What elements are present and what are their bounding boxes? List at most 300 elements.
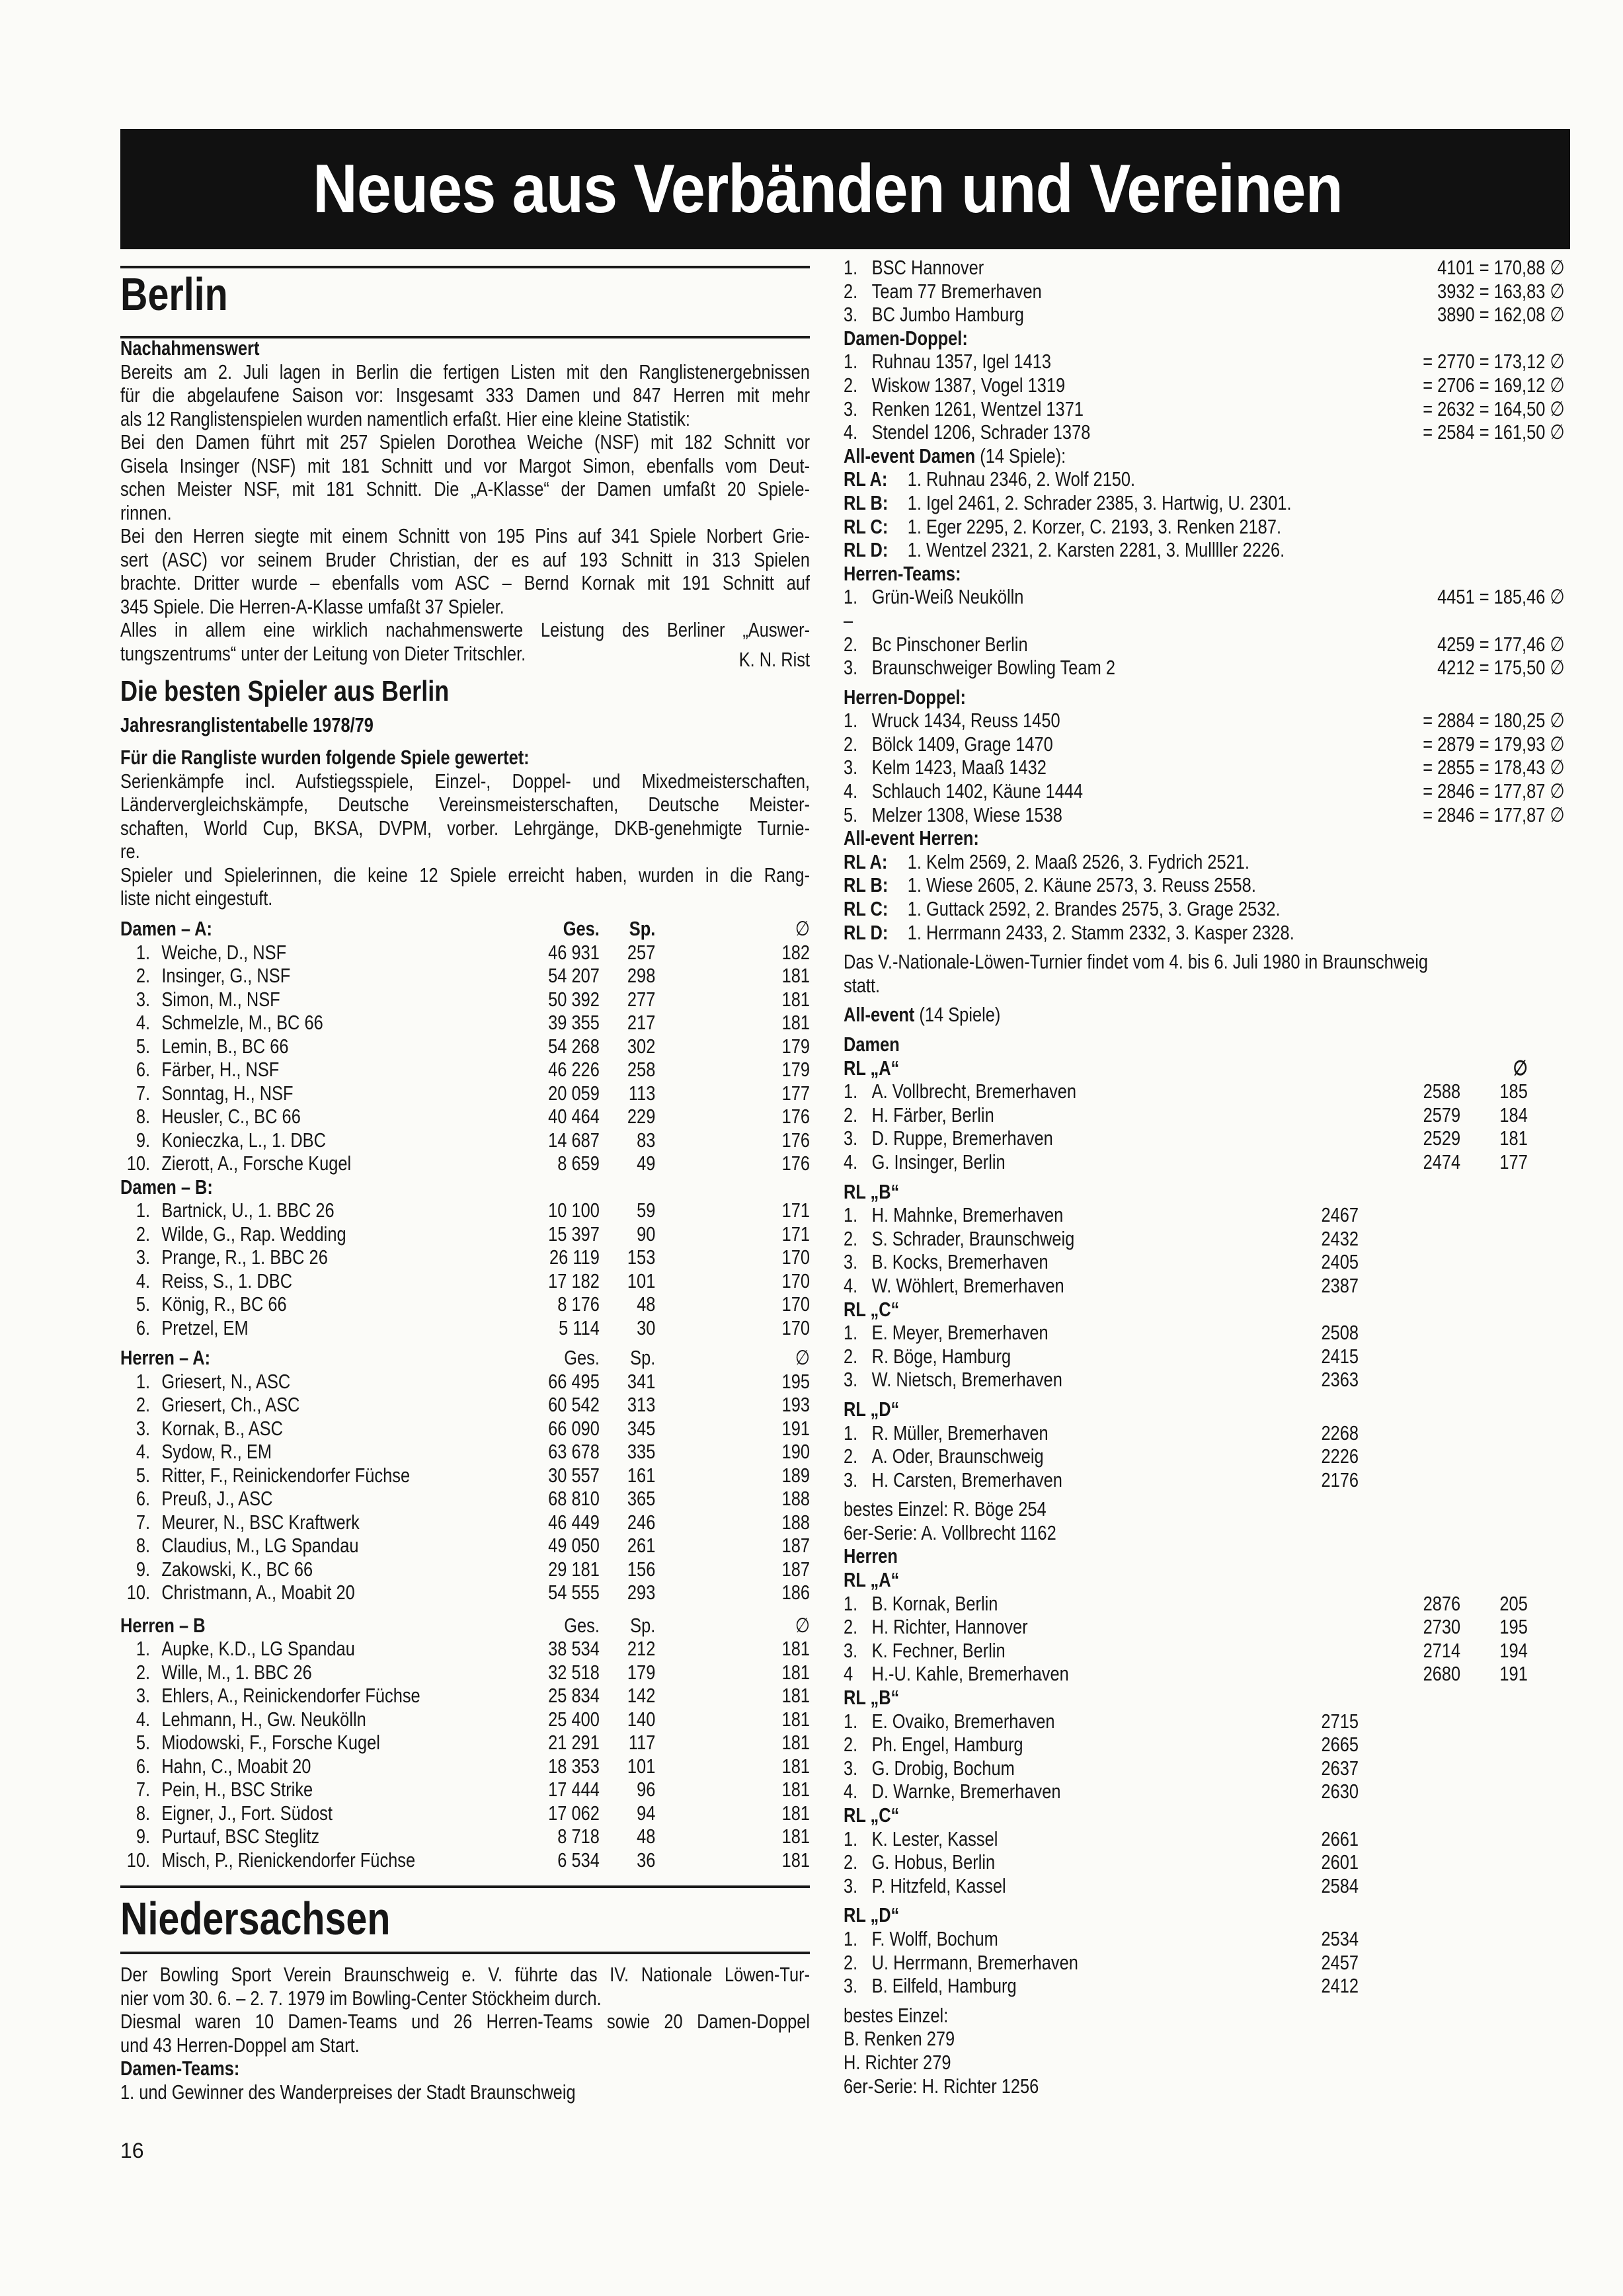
player-name: Kornak, B., ASC [161, 1416, 283, 1440]
total-pins: 30 557 [548, 1463, 600, 1487]
player-name: Insinger, G., NSF [161, 964, 291, 987]
total-pins: 46 226 [548, 1058, 600, 1081]
score: 2226 [1321, 1445, 1359, 1468]
team-name: Bc Pinschoner Berlin [871, 632, 1028, 656]
player-name: Pein, H., BSC Strike [161, 1778, 313, 1801]
player-name: Lehmann, H., Gw. Neukölln [161, 1707, 366, 1731]
rank: 3. [844, 756, 858, 779]
score: 2268 [1321, 1421, 1359, 1445]
league-label: RL B: [844, 873, 889, 897]
games-count: 48 [637, 1825, 656, 1848]
result-row [844, 350, 1565, 374]
paragraph-line: rinnen. [120, 500, 172, 524]
player-name: B. Eilfeld, Hamburg [871, 1974, 1017, 1998]
total-pins: 54 268 [548, 1034, 600, 1058]
player-name: Reiss, S., 1. DBC [161, 1269, 293, 1292]
player-name: G. Drobig, Bochum [871, 1756, 1015, 1780]
rank: 7. [136, 1778, 151, 1801]
average: 191 [1499, 1662, 1528, 1686]
score: 2714 [1423, 1638, 1461, 1662]
games-count: 113 [628, 1081, 656, 1105]
team-name: Wiskow 1387, Vogel 1319 [871, 373, 1066, 397]
league-results: 1. Kelm 2569, 2. Maaß 2526, 3. Fydrich 2521. [907, 850, 1249, 873]
table-row [120, 1199, 810, 1222]
column-header-games: Sp. [629, 917, 656, 940]
score: = 2884 = 180,25 ∅ [1423, 709, 1565, 732]
announcement-line: Das V.-Nationale-Löwen-Turnier findet vom 4. bis 6. Juli 1980 in Braunschweig [844, 950, 1429, 974]
league-heading [844, 1398, 1565, 1421]
rank: 3. [844, 656, 858, 680]
rank: 1. [844, 1321, 858, 1345]
total-pins: 26 119 [549, 1246, 600, 1269]
league-label: RL „D“ [844, 1903, 900, 1927]
total-pins: 21 291 [548, 1731, 600, 1754]
result-row [844, 1468, 1565, 1492]
total-pins: 15 397 [548, 1222, 600, 1246]
gender-heading: Damen [844, 1033, 900, 1056]
player-name: W. Wöhlert, Bremerhaven [871, 1273, 1064, 1297]
herren-teams-heading [844, 562, 1565, 586]
paragraph-line: Bei den Damen führt mit 257 Spielen Dorothea Weiche (NSF) mit 182 Schnitt vor [120, 430, 811, 454]
table-row [120, 1755, 810, 1778]
result-row [844, 1250, 1565, 1274]
total-pins: 46 449 [548, 1510, 600, 1534]
player-name: Ehlers, A., Reinickendorfer Füchse [161, 1684, 420, 1707]
player-name: Griesert, N., ASC [161, 1369, 291, 1393]
rank: 2. [844, 1615, 858, 1639]
column-header-average: ∅ [795, 1613, 811, 1637]
average: 181 [781, 1731, 811, 1754]
player-name: P. Hitzfeld, Kassel [871, 1874, 1006, 1897]
games-count: 277 [627, 987, 656, 1011]
games-count: 345 [627, 1416, 656, 1440]
allevent-line [844, 515, 1565, 539]
rank: – [844, 608, 853, 632]
league-heading [844, 1903, 1565, 1927]
heading-bold: All-event Damen [844, 444, 976, 467]
player-name: U. Herrmann, Bremerhaven [871, 1950, 1078, 1974]
result-row [844, 585, 1565, 609]
best-result-line: 6er-Serie: A. Vollbrecht 1162 [844, 1521, 1056, 1544]
total-pins: 17 062 [548, 1801, 600, 1825]
score: 2474 [1423, 1150, 1461, 1173]
paragraph-line: tungszentrums“ unter der Leitung von Dieter Tritschler. K. N. Rist [120, 641, 811, 671]
paragraph-line: Gisela Insinger (NSF) mit 181 Schnitt und vor Margot Simon, ebenfalls vom Deut- [120, 454, 811, 477]
paragraph-line: schaften, World Cup, BKSA, DVPM, vorber. Lehrgänge, DKB-genehmigte Turnie- [120, 816, 811, 840]
player-name: Weiche, D., NSF [161, 940, 287, 964]
result-row [844, 1974, 1565, 1998]
player-name: G. Insinger, Berlin [871, 1150, 1006, 1173]
average: 171 [781, 1222, 811, 1246]
tournament-results [844, 256, 1565, 2098]
rank: 4. [136, 1011, 151, 1034]
score: 2661 [1321, 1827, 1359, 1850]
table-title: Damen – A: [120, 917, 212, 940]
rank: 9. [136, 1128, 151, 1152]
games-count: 246 [627, 1510, 656, 1534]
league-label: RL „C“ [844, 1803, 900, 1827]
average: 187 [781, 1557, 811, 1581]
average: 176 [781, 1128, 811, 1152]
criteria-section [120, 746, 810, 910]
player-name: Christmann, A., Moabit 20 [161, 1581, 355, 1604]
player-name: Meurer, N., BSC Kraftwerk [161, 1510, 360, 1534]
damen-teams-intro: 1. und Gewinner des Wanderpreises der Stadt Braunschweig [120, 2080, 576, 2104]
paragraph-line: und 43 Herren-Doppel am Start. [120, 2033, 360, 2057]
niedersachsen-article [120, 1963, 810, 2104]
table-row [120, 964, 810, 988]
rank: 3. [136, 1684, 151, 1707]
player-name: Ph. Engel, Hamburg [871, 1733, 1023, 1757]
table-row [120, 1801, 810, 1825]
team-name: BSC Hannover [871, 256, 984, 279]
league-label: RL A: [844, 467, 888, 491]
rank: 3. [844, 1368, 858, 1392]
average: 182 [781, 940, 811, 964]
score: 2432 [1321, 1226, 1359, 1250]
league-label: RL „B“ [844, 1686, 900, 1710]
rank: 2. [136, 964, 151, 987]
rank: 3. [844, 1250, 858, 1274]
rank: 2. [844, 1445, 858, 1468]
player-name: H. Mahnke, Bremerhaven [871, 1203, 1064, 1227]
rank: 3. [844, 397, 858, 420]
average: 177 [781, 1081, 811, 1105]
table-row [120, 988, 810, 1011]
criteria-heading: Für die Rangliste wurden folgende Spiele gewertet: [120, 746, 530, 769]
rank: 6. [136, 1058, 151, 1081]
heading-bold: All-event [844, 1003, 915, 1027]
player-name: König, R., BC 66 [161, 1292, 287, 1316]
paragraph-line: re. [120, 840, 140, 863]
best-result-line: H. Richter 279 [844, 2050, 951, 2074]
result-row [844, 1421, 1565, 1445]
games-count: 90 [637, 1222, 656, 1246]
score: 2680 [1423, 1662, 1461, 1686]
team-name: Kelm 1423, Maaß 1432 [871, 756, 1047, 779]
total-pins: 66 495 [548, 1369, 600, 1393]
league-heading [844, 1803, 1565, 1827]
league-label: RL D: [844, 538, 889, 562]
rank: 3. [844, 1974, 858, 1998]
player-name: Eigner, J., Fort. Südost [161, 1801, 333, 1825]
total-pins: 25 834 [548, 1684, 600, 1707]
rank: 2. [844, 1344, 858, 1368]
score: = 2846 = 177,87 ∅ [1423, 779, 1565, 803]
rank: 2. [844, 279, 858, 303]
team-name: Melzer 1308, Wiese 1538 [871, 803, 1062, 826]
total-pins: 8 659 [557, 1152, 600, 1175]
result-row [844, 1592, 1565, 1616]
games-count: 140 [627, 1707, 656, 1731]
player-name: A. Oder, Braunschweig [871, 1445, 1044, 1468]
rank: 4. [136, 1269, 151, 1292]
player-name: F. Wolff, Bochum [871, 1926, 998, 1950]
score: 4212 = 175,50 ∅ [1437, 656, 1565, 680]
rank: 2. [136, 1222, 151, 1246]
player-name: R. Müller, Bremerhaven [871, 1421, 1049, 1445]
games-count: 83 [637, 1128, 656, 1152]
games-count: 142 [627, 1684, 656, 1707]
rank: 4. [844, 1150, 858, 1173]
rank: 4. [844, 779, 858, 803]
total-pins: 17 444 [548, 1778, 600, 1801]
rank: 5. [136, 1292, 151, 1316]
table-row [120, 1082, 810, 1105]
result-row [844, 1927, 1565, 1951]
score: 2467 [1321, 1203, 1359, 1227]
player-name: Hahn, C., Moabit 20 [161, 1754, 311, 1778]
games-count: 96 [637, 1778, 656, 1801]
player-name: B. Kocks, Bremerhaven [871, 1250, 1049, 1274]
player-name: Misch, P., Rienickendorfer Füchse [161, 1848, 416, 1872]
average: 177 [1499, 1150, 1528, 1173]
column-header-average: ∅ [795, 1346, 811, 1369]
total-pins: 20 059 [548, 1081, 600, 1105]
games-count: 217 [627, 1011, 656, 1034]
table-row [120, 1558, 810, 1581]
heading-bold: Herren-Teams: [844, 561, 961, 585]
total-pins: 66 090 [548, 1416, 600, 1440]
score: = 2770 = 173,12 ∅ [1423, 350, 1565, 374]
player-name: Miodowski, F., Forsche Kugel [161, 1731, 380, 1754]
average: 188 [781, 1487, 811, 1510]
average: 195 [1499, 1615, 1528, 1639]
total-pins: 60 542 [548, 1393, 600, 1416]
result-row [844, 1345, 1565, 1368]
table-row [120, 941, 810, 965]
paragraph-line: Der Bowling Sport Verein Braunschweig e. V. führte das IV. Nationale Löwen-Tur- [120, 1963, 811, 1986]
paragraph-line: liste nicht eingestuft. [120, 887, 273, 910]
score: 2176 [1321, 1468, 1359, 1491]
player-name: D. Ruppe, Bremerhaven [871, 1127, 1053, 1150]
average: 181 [781, 1660, 811, 1684]
column-header-total: Ges. [563, 917, 600, 940]
player-name: Preuß, J., ASC [161, 1487, 273, 1510]
games-count: 101 [627, 1754, 656, 1778]
average: 181 [781, 1848, 811, 1872]
result-row [844, 1080, 1565, 1103]
total-pins: 54 555 [548, 1581, 600, 1604]
league-label: RL B: [844, 491, 889, 514]
games-count: 30 [637, 1316, 656, 1339]
allevent-line [844, 921, 1565, 945]
rank: 2. [844, 632, 858, 656]
allevent-line [844, 897, 1565, 921]
best-result-line: B. Renken 279 [844, 2027, 955, 2051]
league-heading [844, 1298, 1565, 1322]
score: 2876 [1423, 1591, 1461, 1615]
table-title: Herren – B [120, 1613, 206, 1637]
paragraph-line: als 12 Ranglistenspielen wurden namentlich erfaßt. Hier eine kleine Statistik: [120, 407, 690, 430]
games-count: 179 [627, 1660, 656, 1684]
rank: 3. [844, 1468, 858, 1491]
player-name: R. Böge, Hamburg [871, 1344, 1011, 1368]
player-name: Claudius, M., LG Spandau [161, 1534, 359, 1557]
average: 189 [781, 1463, 811, 1487]
score: = 2706 = 169,12 ∅ [1423, 373, 1565, 397]
rank: 2. [136, 1393, 151, 1416]
player-name: Griesert, Ch., ASC [161, 1393, 300, 1416]
rank: 8. [136, 1105, 151, 1128]
rank: 6. [136, 1316, 151, 1339]
result-row [844, 397, 1565, 421]
score: 2630 [1321, 1780, 1359, 1803]
result-row [844, 1850, 1565, 1874]
total-pins: 18 353 [548, 1754, 600, 1778]
result-row [844, 1127, 1565, 1150]
table-header [120, 1175, 810, 1199]
score: 3932 = 163,83 ∅ [1437, 279, 1565, 303]
score: 2601 [1321, 1850, 1359, 1874]
player-name: Schmelzle, M., BC 66 [161, 1011, 323, 1034]
heading-bold: Herren-Doppel: [844, 685, 967, 709]
result-row [844, 756, 1565, 779]
result-row [844, 609, 1565, 633]
score: 3890 = 162,08 ∅ [1437, 303, 1565, 327]
result-row [844, 1445, 1565, 1468]
rank: 1. [136, 1369, 151, 1393]
score: 2412 [1321, 1974, 1359, 1998]
rank: 1. [844, 1080, 858, 1103]
rank: 6. [136, 1754, 151, 1778]
result-row [844, 1662, 1565, 1686]
rank: 5. [136, 1463, 151, 1487]
paragraph-line: nier vom 30. 6. – 2. 7. 1979 im Bowling-Center Stöckheim durch. [120, 1986, 602, 2010]
score: 4451 = 185,46 ∅ [1437, 585, 1565, 609]
games-count: 156 [627, 1557, 656, 1581]
berlin-article [120, 336, 811, 671]
rank: 1. [136, 1637, 151, 1660]
games-count: 59 [637, 1199, 656, 1222]
table-title: Damen – B: [120, 1175, 213, 1199]
best-players-heading: Die besten Spieler aus Berlin [120, 675, 450, 707]
paragraph-line: Bei den Herren siegte mit einem Schnitt von 195 Pins auf 341 Spiele Norbert Grie- [120, 524, 811, 547]
column-header-games: Sp. [630, 1613, 656, 1637]
column-header-average: ∅ [795, 917, 811, 940]
column-header-total: Ges. [564, 1613, 600, 1637]
team-name: Schlauch 1402, Käune 1444 [871, 779, 1084, 803]
rank: 2. [844, 1850, 858, 1874]
score: 2637 [1321, 1756, 1359, 1780]
player-name: D. Warnke, Bremerhaven [871, 1780, 1061, 1803]
league-label: RL D: [844, 920, 889, 944]
rank: 1. [844, 1203, 858, 1227]
player-name: Purtauf, BSC Steglitz [161, 1825, 320, 1848]
average: 193 [781, 1393, 811, 1416]
league-results: 1. Igel 2461, 2. Schrader 2385, 3. Hartwig, U. 2301. [907, 491, 1292, 514]
score: 2715 [1321, 1709, 1359, 1733]
paragraph-line: Alles in allem eine wirklich nachahmenswerte Leistung des Berliner „Auswer- [120, 618, 811, 641]
damen-doppel-heading [844, 327, 1565, 350]
rank: 2. [844, 732, 858, 756]
games-count: 341 [627, 1369, 656, 1393]
average: 188 [781, 1510, 811, 1534]
league-results: 1. Ruhnau 2346, 2. Wolf 2150. [907, 467, 1136, 491]
table-row [120, 1487, 810, 1511]
team-name: Wruck 1434, Reuss 1450 [871, 709, 1060, 732]
paragraph-line: Diesmal waren 10 Damen-Teams und 26 Herren-Teams sowie 20 Damen-Doppel [120, 2010, 811, 2033]
page-title: Neues aus Verbänden und Vereinen [313, 151, 1343, 227]
result-row [844, 1874, 1565, 1898]
average: 186 [781, 1581, 811, 1604]
rank: 3. [136, 987, 151, 1011]
average: 181 [781, 1707, 811, 1731]
rank: 10. [126, 1152, 151, 1175]
niedersachsen-heading: Niedersachsen [120, 1893, 391, 1944]
total-pins: 68 810 [548, 1487, 600, 1510]
result-row [844, 1951, 1565, 1975]
rank: 3. [844, 303, 858, 327]
team-name: Team 77 Bremerhaven [871, 279, 1042, 303]
rank: 9. [136, 1825, 151, 1848]
author-signature: K. N. Rist [738, 647, 811, 671]
rank: 2. [844, 1226, 858, 1250]
player-name: E. Meyer, Bremerhaven [871, 1321, 1049, 1345]
rank: 6. [136, 1487, 151, 1510]
average: 181 [781, 1684, 811, 1707]
average: 176 [781, 1105, 811, 1128]
total-pins: 39 355 [548, 1011, 600, 1034]
table-row [120, 1269, 810, 1293]
average: 170 [781, 1292, 811, 1316]
player-name: E. Ovaiko, Bremerhaven [871, 1709, 1055, 1733]
score: 2730 [1423, 1615, 1461, 1639]
rank: 5. [844, 803, 858, 826]
average: 181 [781, 1637, 811, 1660]
allevent-heading [844, 1003, 1565, 1027]
table-row [120, 1393, 810, 1417]
allevent-line [844, 873, 1565, 897]
player-name: H.-U. Kahle, Bremerhaven [871, 1662, 1069, 1686]
table-row [120, 1417, 810, 1441]
total-pins: 46 931 [548, 940, 600, 964]
rank: 8. [136, 1801, 151, 1825]
score: = 2846 = 177,87 ∅ [1423, 803, 1565, 826]
table-row [120, 1637, 810, 1661]
total-pins: 40 464 [548, 1105, 600, 1128]
league-label: RL „C“ [844, 1297, 900, 1321]
best-result-line: bestes Einzel: R. Böge 254 [844, 1497, 1047, 1521]
allevent-line [844, 538, 1565, 562]
table-row [120, 1035, 810, 1058]
result-row [844, 280, 1565, 303]
result-row [844, 1733, 1565, 1757]
result-row [844, 1274, 1565, 1298]
result-row [844, 420, 1565, 444]
total-pins: 29 181 [548, 1557, 600, 1581]
team-name: Braunschweiger Bowling Team 2 [871, 656, 1115, 680]
games-count: 212 [627, 1637, 656, 1660]
score: 2363 [1321, 1368, 1359, 1392]
average: 181 [1499, 1127, 1528, 1150]
result-row [844, 732, 1565, 756]
result-row [844, 656, 1565, 680]
league-results: 1. Eger 2295, 2. Korzer, C. 2193, 3. Renken 2187. [907, 514, 1282, 538]
team-name: Bölck 1409, Grage 1470 [871, 732, 1053, 756]
herren-doppel-heading [844, 686, 1565, 709]
paragraph-line: sert (ASC) vor seinem Bruder Christian, der es auf 193 Schnitt in 313 Spielen [120, 547, 811, 571]
page-number: 16 [120, 2139, 144, 2162]
games-count: 117 [628, 1731, 656, 1754]
league-label: RL „A“ [844, 1056, 900, 1080]
league-label: RL „B“ [844, 1179, 900, 1203]
league-label: RL „D“ [844, 1397, 900, 1421]
team-name: BC Jumbo Hamburg [871, 303, 1024, 327]
average: 187 [781, 1534, 811, 1557]
games-count: 298 [627, 964, 656, 987]
score: 4101 = 170,88 ∅ [1437, 256, 1565, 279]
